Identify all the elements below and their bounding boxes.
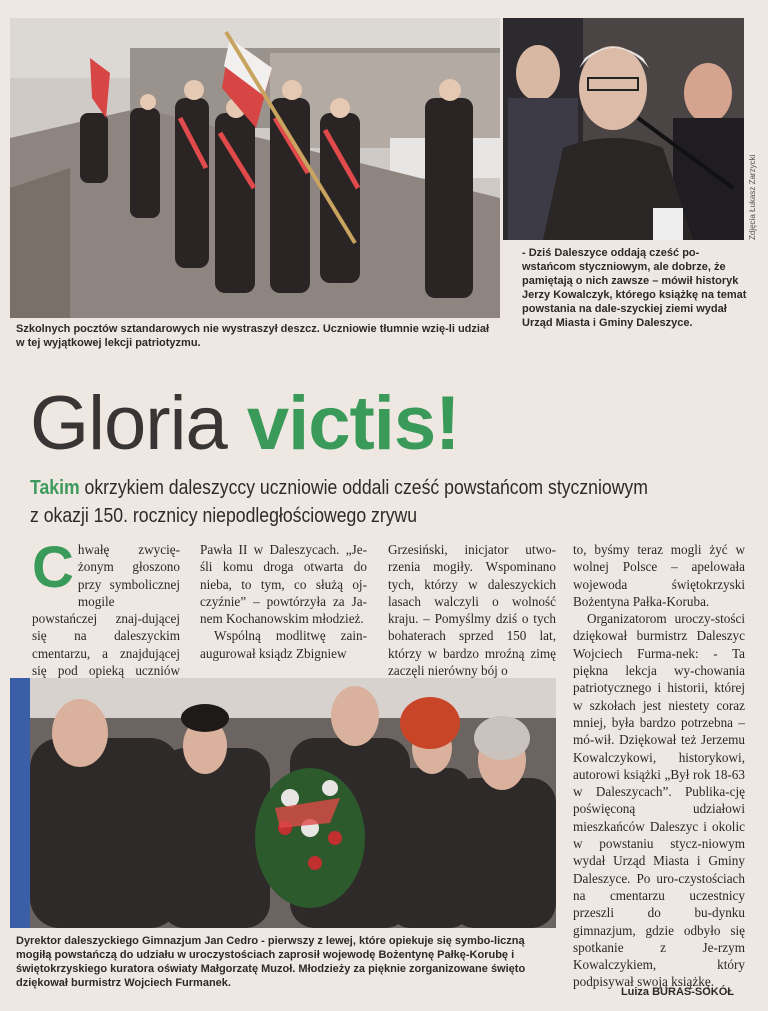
column-2-paragraph: Wspólną modlitwę zain-augurował ksiądz Zbigniew — [200, 628, 367, 661]
body-column-2 — [200, 541, 367, 662]
caption-parade: Szkolnych pocztów sztandarowych nie wystraszył deszcz. Uczniowie tłumnie wzię-li udział w tej wyjątkowej lekcji patriotyzmu. — [16, 323, 490, 349]
headline — [30, 382, 460, 466]
caption-historian: - Dziś Daleszyce oddają cześć po-wstańcom styczniowym, ale dobrze, że pamiętają o nich zawsze – mówił historyk Jerzy Kowalczyk, którego książkę na temat powstania na dale-szyckiej ziemi wydał Urząd Miasta i Gminy Daleszyce. — [522, 247, 747, 329]
headline-part2: victis! — [246, 381, 460, 466]
column-4-paragraph: Organizatorom uroczy-stości dziękował burmistrz Daleszyc Wojciech Furma-nek: - Ta piękna lekcja wy-chowania patriotycznego i historii, której w szkołach jest niestety coraz mniej, była bardzo potrzebna – mó-wił. Dziękował też Jerzemu Kowalczykowi, historykowi, autorowi książki „Był rok 18-63 w Daleszycach”. Publika-cję poświęconą udziałowi mieszkańców Daleszyc i okolic w powstaniu stycz-niowym wydał Urząd Miasta i Gminy Daleszyce. Po uro-czystościach na cmentarzu uczestnicy przeszli do bu-dynku gimnazjum, gdzie odbyło się spotkanie z Je-rzym Kowalczykiem, który podpisywał swoją książkę. — [573, 611, 745, 990]
lead-line1: okrzykiem daleszyccy uczniowie oddali cześć powstańcom styczniowym — [79, 476, 648, 499]
body-column-3 — [388, 541, 556, 679]
column-1-text: hwałę zwycię-żonym głoszono przy symbolicznej mogile powstańczej znaj-dującej się na daleszyckim cmentarzu, a znajdującej się pod opieką uczniów — [32, 542, 180, 679]
photo-ceremony — [10, 678, 556, 928]
headline-part1: Gloria — [30, 381, 247, 466]
dropcap: C — [32, 535, 74, 600]
body-column-1 — [32, 535, 180, 697]
byline: Luiza BURAS-SOKÓŁ — [620, 986, 734, 998]
column-4-text: to, byśmy teraz mogli żyć w wolnej Polsce – apelowała wojewoda świętokrzyski Bożentyna Pałka-Koruba. — [573, 542, 745, 609]
lead-line2: z okazji 150. rocznicy niepodległościowego zrywu — [30, 504, 418, 527]
column-2-text: Pawła II w Daleszycach. „Je-śli komu droga otwarta do nieba, to tym, co służą oj-czyźnie” – powtórzyła za Ja-nem Kochanowskim młodzież. — [200, 542, 367, 627]
photo-parade — [10, 18, 500, 318]
photo-credit: Zdjęcia Łukasz Zarzycki — [748, 154, 757, 240]
caption-ceremony: Dyrektor daleszyckiego Gimnazjum Jan Cedro - pierwszy z lewej, które opiekuje się symbo-liczną mogiłą powstańczą do udziału w uroczystościach zaprosił wojewodę Bożentynę Pałkę-Korubę i świętokrzyskiego kuratora oświaty Małgorzatę Muzoł. Młodzieży za pięknie zorganizowane święto dziękował burmistrz Wojciech Furmanek. — [16, 935, 526, 989]
photo-historian — [503, 18, 744, 240]
lead-keyword: Takim — [30, 476, 80, 499]
column-3-text: Grzesiński, inicjator utwo-rzenia mogiły. Wspominano tych, którzy w daleszyckich lasach walczyli o wolność kraju. – Pomyślmy dziś o tych bohaterach sprzed 150 lat, którzy w bardzo mroźną zimę zaczęli nierówny bój o — [388, 542, 556, 679]
body-column-4 — [573, 541, 745, 991]
lead-paragraph — [30, 474, 648, 530]
